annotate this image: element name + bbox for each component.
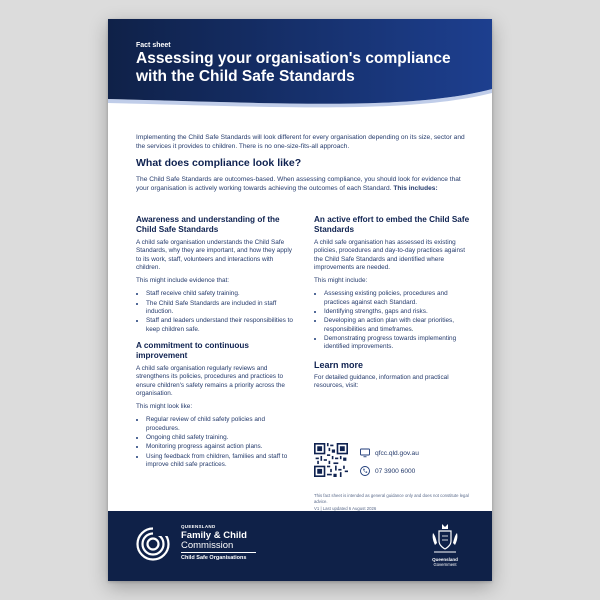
list-item: • Identifying strengths, gaps and risks. [324, 308, 474, 316]
gov-label-line2: Government [433, 562, 457, 567]
phone-text[interactable]: 07 3900 6000 [375, 467, 416, 475]
embed-heading: An active effort to embed the Child Safe Standards [314, 215, 470, 234]
qfcc-logo-icon [136, 527, 170, 561]
list-item: • Regular review of child safety policies and procedures. [146, 416, 296, 433]
fact-sheet [108, 19, 492, 581]
phone-link[interactable] [360, 466, 415, 476]
awareness-heading: Awareness and understanding of the Child Safe Standards [136, 215, 280, 234]
fact-sheet-label: Fact sheet [136, 42, 171, 49]
gov-label-line1: Queensland [432, 557, 458, 562]
list-item: • The Child Safe Standards are included in staff induction. [146, 300, 296, 317]
section-lead-bold: This includes: [393, 184, 438, 192]
list-item: • Developing an action plan with clear priorities, responsibilities and timeframes. [324, 317, 474, 334]
phone-icon [360, 466, 370, 476]
disclaimer-text: This fact sheet is intended as general guidance only and does not constitute legal advice. [314, 493, 469, 504]
list-item: • Staff receive child safety training. [146, 290, 296, 298]
right-column [314, 215, 474, 395]
page-title: Assessing your organisation's compliance with the Child Safe Standards [136, 50, 451, 85]
list-item: • Using feedback from children, families and staff to improve child safe practices. [146, 453, 296, 470]
website-link[interactable] [360, 448, 419, 458]
logo-divider [181, 552, 256, 553]
list-item: • Demonstrating progress towards implementing identified improvements. [324, 335, 474, 352]
embed-body: A child safe organisation has assessed its existing policies, procedures and day-to-day practices against the Child Safe Standards and identified where improvements are needed. [314, 239, 465, 271]
learn-more-body: For detailed guidance, information and practical resources, visit: [314, 373, 449, 389]
embed-intro: This might include: [314, 277, 368, 285]
list-item: • Staff and leaders understand their responsibilities to keep children safe. [146, 317, 296, 334]
list-item: • Ongoing child safety training. [146, 434, 296, 442]
logo-name-line2: Commission [181, 540, 234, 551]
qr-code[interactable] [314, 443, 348, 477]
disclaimer [314, 493, 474, 512]
improvement-heading: A commitment to continuous improvement [136, 340, 249, 360]
footer-bar [108, 511, 492, 581]
logo-subtitle: Child Safe Organisations [181, 555, 247, 561]
list-item: • Assessing existing policies, procedures and practices against each Standard. [324, 290, 474, 307]
list-item: • Monitoring progress against action plans. [146, 443, 296, 451]
version-text: V1 | Last updated 6 August 2026 [314, 506, 377, 512]
embed-list [314, 290, 474, 351]
awareness-body: A child safe organisation understands the Child Safe Standards, why they are important, and how they apply to its work, staff, volunteers and interactions with children. [136, 239, 292, 271]
logo-state-label: QUEENSLAND [181, 524, 216, 529]
intro-paragraph: Implementing the Child Safe Standards will look different for every organisation depending on its size, sector and the services it provides to children. There is no one-size-fits-all approach. [136, 134, 465, 150]
improvement-body: A child safe organisation regularly reviews and strengthens its policies, procedures and practices to ensure children's safety remains a priority across the organisation. [136, 364, 285, 397]
section-lead [136, 176, 468, 193]
learn-more-heading: Learn more [314, 359, 364, 370]
awareness-list [136, 290, 296, 333]
queensland-crest-icon [430, 523, 460, 555]
monitor-icon [360, 448, 370, 458]
section-lead-text: The Child Safe Standards are outcomes-based. When assessing compliance, you should look for evidence that your organisation is actively working towards achieving the outcomes of each Standard. [136, 176, 461, 192]
website-text[interactable]: qfcc.qld.gov.au [375, 449, 419, 457]
header-banner [108, 19, 492, 114]
logo-name-line1: Family & Child [181, 530, 247, 541]
improvement-list [136, 416, 296, 469]
awareness-intro: This might include evidence that: [136, 277, 230, 285]
left-column [136, 215, 296, 476]
section-heading: What does compliance look like? [136, 157, 302, 169]
improvement-intro: This might look like: [136, 403, 193, 411]
